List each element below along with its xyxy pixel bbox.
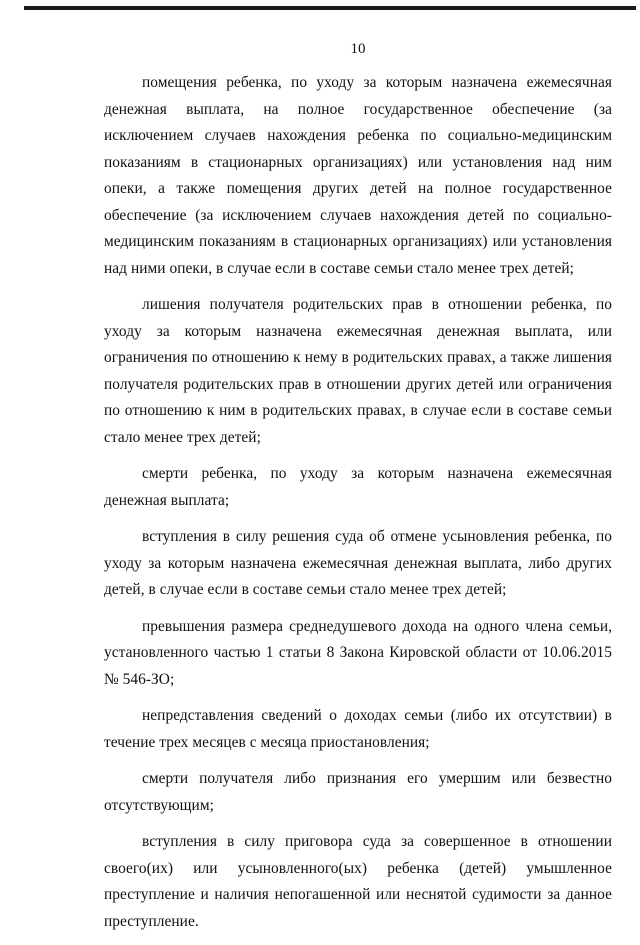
document-page xyxy=(104,40,612,945)
scan-top-border xyxy=(24,6,636,10)
paragraph-adoption-cancellation: вступления в силу решения суда об отмене усыновления ребенка, по уходу за которым назначена ежемесячная денежная выплата, либо других детей, в случае если в составе семьи стало менее трех детей; xyxy=(104,528,612,598)
paragraph-placement: помещения ребенка, по уходу за которым назначена ежемесячная денежная выплата, на полное государственное обеспечение (за исключением случаев нахождения ребенка по социально-медицинским показаниям в стационарных организациях) или установления над ним опеки, а также помещения других детей на полное государственное обеспечение (за исключением случаев нахождения детей по социально-медицинским показаниям в стационарных организациях) или установления над ними опеки, в случае если в составе семьи стало менее трех детей; xyxy=(104,74,612,277)
paragraph-criminal-sentence: вступления в силу приговора суда за совершенное в отношении своего(их) или усыновленного(ых) ребенка (детей) умышленное преступление и наличия непогашенной или неснятой судимости за данное преступление. xyxy=(104,833,612,930)
paragraph-deprivation-of-rights: лишения получателя родительских прав в отношении ребенка, по уходу за которым назначена ежемесячная денежная выплата, или ограничения по отношению к нему в родительских правах, а также лишения получателя родительских прав в отношении других детей или ограничения по отношению к ним в родительских правах, в случае если в составе семьи стало менее трех детей; xyxy=(104,296,612,446)
paragraph-income-info-missing: непредставления сведений о доходах семьи (либо их отсутствии) в течение трех месяцев с месяца приостановления; xyxy=(104,707,612,751)
paragraph-recipient-death: смерти получателя либо признания его умершим или безвестно отсутствующим; xyxy=(104,770,612,814)
paragraph-child-death: смерти ребенка, по уходу за которым назначена ежемесячная денежная выплата; xyxy=(104,465,612,509)
paragraph-income-excess: превышения размера среднедушевого дохода на одного члена семьи, установленного частью 1 статьи 8 Закона Кировской области от 10.06.2015 № 546-ЗО; xyxy=(104,617,612,688)
page-number: 10 xyxy=(350,41,366,57)
